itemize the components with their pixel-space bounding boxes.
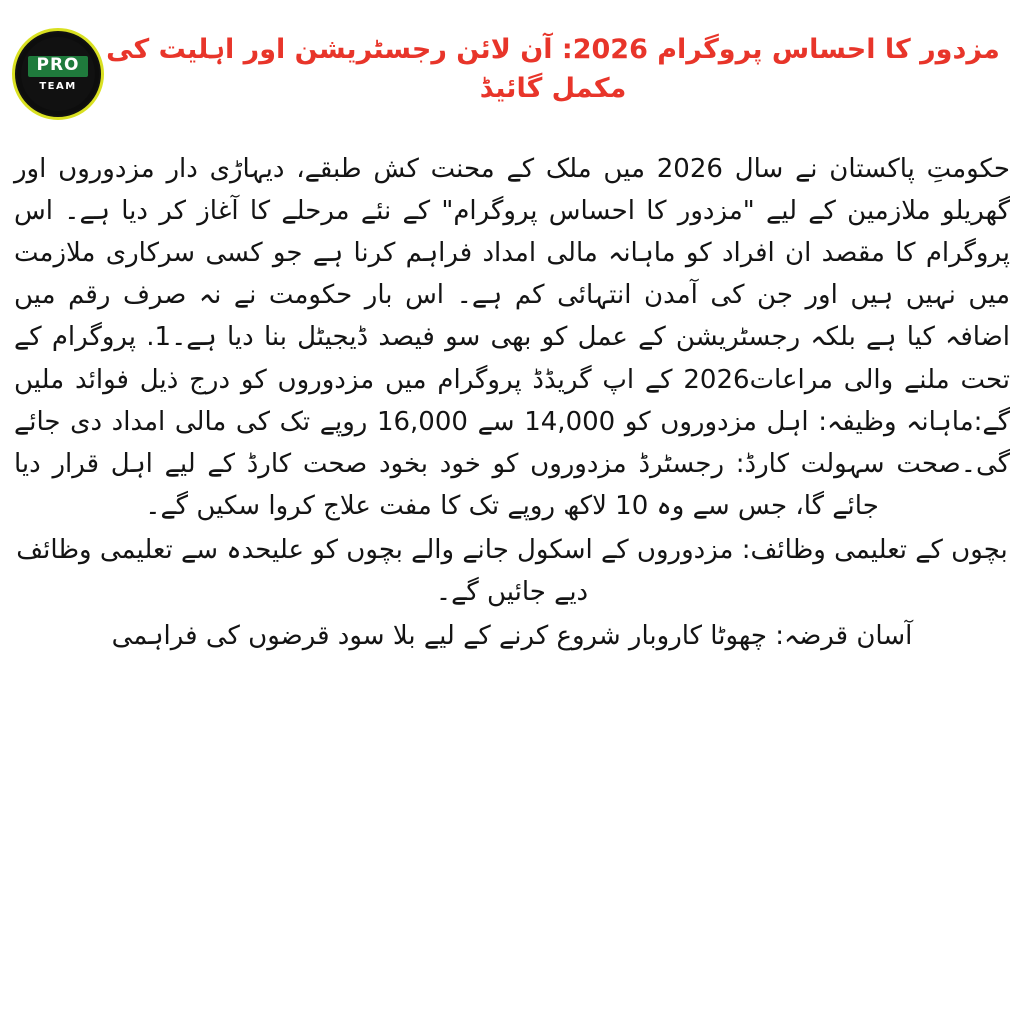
article-body — [14, 148, 1010, 659]
logo-secondary-text: TEAM — [39, 80, 77, 92]
logo-inner-circle — [21, 37, 95, 111]
paragraph-3: آسان قرضہ: چھوٹا کاروبار شروع کرنے کے لیے بلا سود قرضوں کی فراہمی — [111, 621, 913, 652]
paragraph-1: حکومتِ پاکستان نے سال 2026 میں ملک کے محنت کش طبقے، دیہاڑی دار مزدوروں اور گھریلو ملازمین کے لیے "مزدور کا احساس پروگرام" کے نئے مرحلے کا آغاز کر دیا ہے۔ اس پروگرام کا مقصد ان افراد کو ماہانہ مالی امداد فراہم کرنا ہے جو کسی سرکاری ملازمت میں نہیں ہیں اور جن کی آمدن انتہائی کم ہے۔ اس بار حکومت نے نہ صرف رقم میں اضافہ کیا ہے بلکہ رجسٹریشن کے عمل کو بھی سو فیصد ڈیجیٹل بنا دیا ہے۔1. پروگرام کے تحت ملنے والی مراعات2026 کے اپ گریڈڈ پروگرام میں مزدوروں کو درج ذیل فوائد ملیں گے:ماہانہ وظیفہ: اہل مزدوروں کو 14,000 سے 16,000 روپے تک کی مالی امداد دی جائے گی۔صحت سہولت کارڈ: رجسٹرڈ مزدوروں کو خود بخود صحت کارڈ کے لیے اہل قرار دیا جائے گا، جس سے وہ 10 لاکھ روپے تک کا مفت علاج کروا سکیں گے۔ — [14, 154, 1011, 521]
article-content — [104, 30, 1002, 118]
pro-team-logo — [12, 28, 104, 120]
paragraph-2: بچوں کے تعلیمی وظائف: مزدوروں کے اسکول جانے والے بچوں کو علیحدہ سے تعلیمی وظائف دیے جائیں گے۔ — [16, 534, 1008, 608]
page-title: مزدور کا احساس پروگرام 2026: آن لائن رجسٹریشن اور اہلیت کی مکمل گائیڈ — [106, 34, 1000, 105]
logo-primary-text: PRO — [28, 56, 87, 77]
